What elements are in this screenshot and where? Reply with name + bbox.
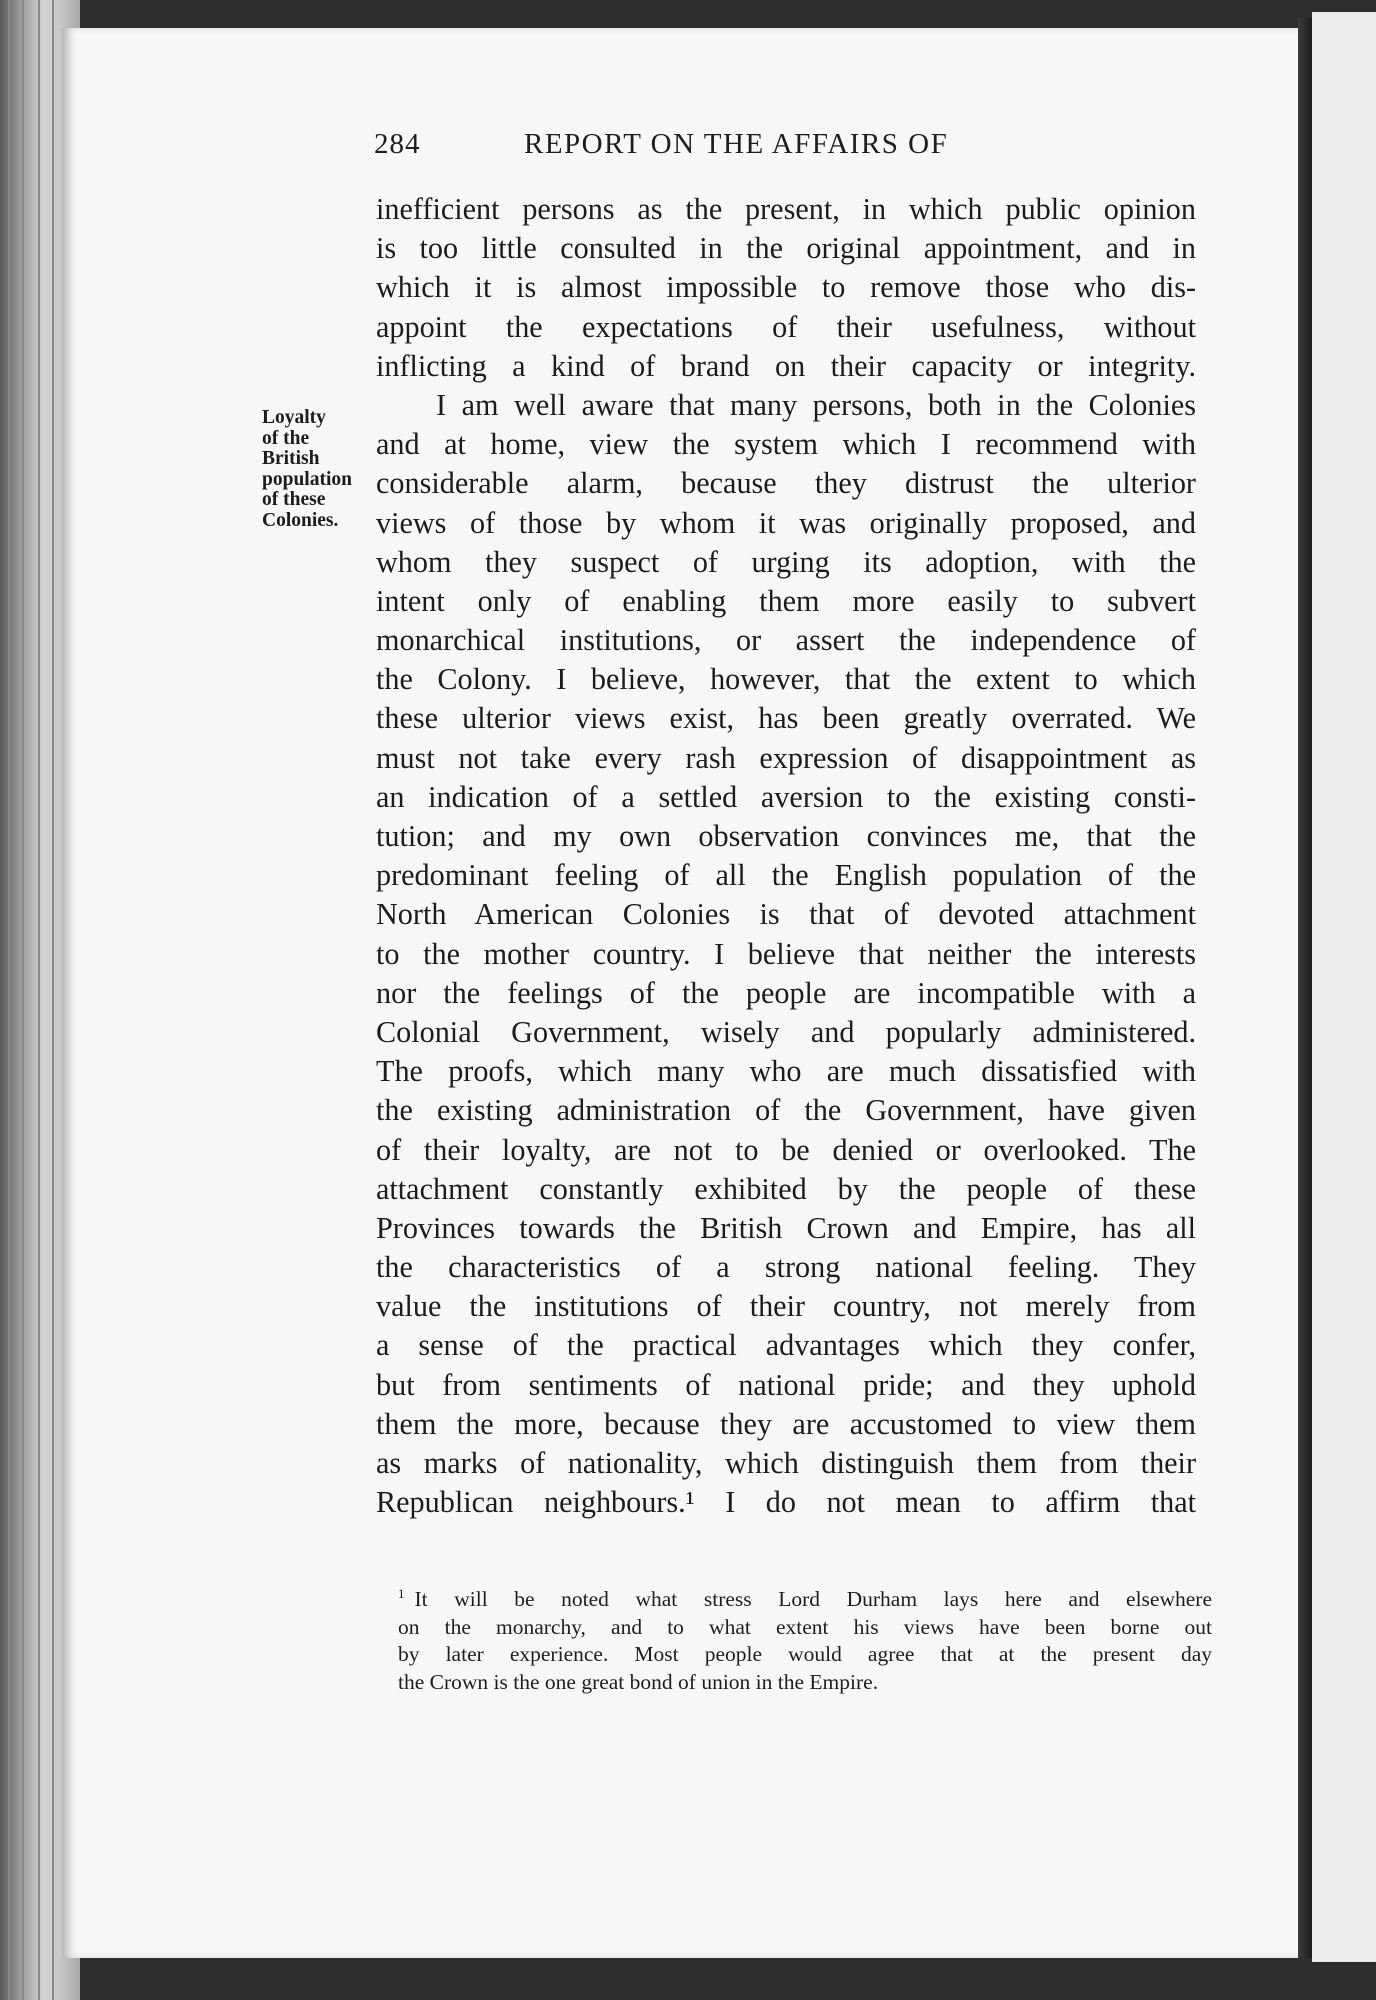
text-line: as marks of nationality, which distinguish them from their [376,1446,1196,1480]
footnote [398,1580,1212,1696]
text-line: a sense of the practical advantages which they confer, [376,1328,1196,1363]
footnote-line: by later experience. Most people would agree that at the present day [398,1642,1212,1667]
text-line: predominant feeling of all the English population of the [376,858,1196,893]
text-line: attachment constantly exhibited by the people of these [376,1171,1196,1206]
text-line: inefficient persons as the present, in which public opinion [376,192,1196,226]
margin-note-line: British [262,448,320,469]
text-line: whom they suspect of urging its adoption, with the [376,544,1196,579]
footnote-text: It will be noted what stress Lord Durham lays here and elsewhere [414,1587,1212,1612]
text-line: the Colony. I believe, however, that the extent to which [376,662,1196,697]
text-line: appoint the expectations of their usefulness, without [376,309,1196,344]
text-line: The proofs, which many who are much dissatisfied with [376,1054,1196,1089]
text-line: an indication of a settled aversion to the existing consti- [376,779,1196,814]
paragraph-continuation [376,190,1196,386]
text-line: inflicting a kind of brand on their capacity or integrity. [376,348,1196,383]
text-line: I am well aware that many persons, both in the Colonies [436,387,1196,422]
text-line: and at home, view the system which I recommend with [376,427,1196,462]
text-line: must not take every rash expression of disappointment as [376,740,1196,775]
text-line: the existing administration of the Government, have given [376,1093,1196,1128]
margin-note [262,408,382,531]
footnote-line: on the monarchy, and to what extent his views have been borne out [398,1614,1212,1639]
page-edge-line [22,0,24,2000]
page-edge-line [8,0,10,2000]
text-line: considerable alarm, because they distrust the ulterior [376,466,1196,501]
text-line: them the more, because they are accustomed to view them [376,1406,1196,1441]
text-line: is too little consulted in the original appointment, and in [376,231,1196,266]
text-line: monarchical institutions, or assert the independence of [376,623,1196,658]
text-line: value the institutions of their country, not merely from [376,1289,1196,1324]
text-line: to the mother country. I believe that neither the interests [376,936,1196,971]
margin-note-line: Colonies. [262,509,339,531]
footnote-line: the Crown is the one great bond of union in the Empire. [398,1669,879,1694]
text-line: Provinces towards the British Crown and Empire, has all [376,1210,1196,1245]
page-number: 284 [374,128,421,160]
page-gutter-shadow [1298,18,1312,1958]
text-line: Colonial Government, wisely and popularly administered. [376,1014,1196,1049]
margin-note-line: Loyalty [262,407,326,428]
text-line: of their loyalty, are not to be denied or overlooked. The [376,1132,1196,1167]
margin-note-line: of these [262,489,326,510]
margin-note-line: population [262,468,352,490]
margin-note-line: of the [262,427,310,449]
text-line: the characteristics of a strong national feeling. They [376,1250,1196,1285]
page-edge-line [38,0,40,2000]
text-line: views of those by whom it was originally proposed, and [376,505,1196,540]
text-line: these ulterior views exist, has been greatly overrated. We [376,701,1196,736]
paragraph-loyalty [376,386,1196,1522]
text-line: North American Colonies is that of devoted attachment [376,897,1196,932]
footnote-marker: 1 [398,1586,405,1601]
text-line: but from sentiments of national pride; and they uphold [376,1367,1196,1402]
text-line: intent only of enabling them more easily to subvert [376,583,1196,618]
body-text [376,190,1196,1522]
running-head [374,128,1074,168]
page-edge-line [52,0,54,2000]
text-line: Republican neighbours.¹ I do not mean to affirm that [376,1485,1196,1520]
footnote-line [398,1580,1212,1614]
facing-page-edge [1312,12,1376,1962]
text-line: which it is almost impossible to remove those who dis- [376,270,1196,305]
text-line: nor the feelings of the people are incompatible with a [376,975,1196,1010]
text-line: tution; and my own observation convinces me, that the [376,819,1196,853]
running-title: REPORT ON THE AFFAIRS OF [524,128,949,160]
